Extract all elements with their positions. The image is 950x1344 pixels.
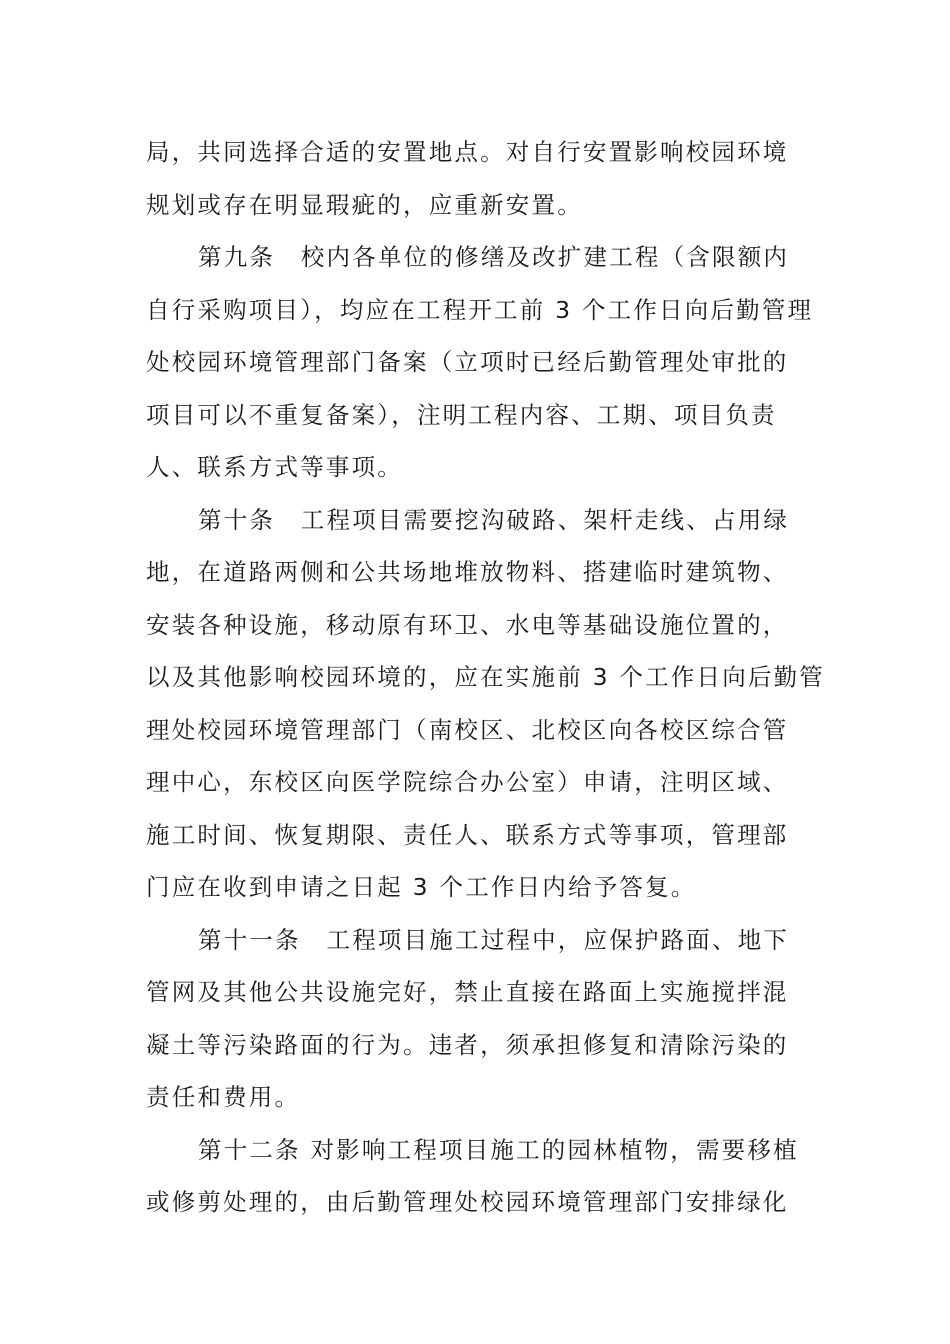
text-line: 凝土等污染路面的行为。违者，须承担修复和清除污染的: [146, 1030, 789, 1059]
text-line: 项目可以不重复备案），注明工程内容、工期、项目负责: [146, 400, 777, 429]
text-line: 理中心，东校区向医学院综合办公室）申请，注明区域、: [146, 768, 789, 796]
text-line: 管网及其他公共设施完好，禁止直接在路面上实施搅拌混: [146, 978, 789, 1006]
text-line: 局，共同选择合适的安置地点。对自行安置影响校园环境: [146, 138, 789, 166]
text-line: 规划或存在明显瑕疵的，应重新安置。: [146, 190, 583, 219]
article-10-first-line: 第十条 工程项目需要挖沟破路、架杆走线、占用绿: [198, 505, 790, 534]
text-line: 人、联系方式等事项。: [146, 453, 403, 481]
document-body: [146, 126, 825, 1229]
text-line: 自行采购项目），均应在工程开工前 3 个工作日向后勤管理: [146, 295, 814, 324]
article-11-first-line: 第十一条 工程项目施工过程中，应保护路面、地下: [198, 925, 790, 954]
text-line: 地，在道路两侧和公共场地堆放物料、搭建临时建筑物、: [146, 558, 789, 586]
text-line: 安装各种设施，移动原有环卫、水电等基础设施位置的，: [146, 610, 789, 639]
text-line: 责任和费用。: [146, 1083, 301, 1111]
text-line: 处校园环境管理部门备案（立项时已经后勤管理处审批的: [146, 348, 789, 376]
text-line: 或修剪处理的，由后勤管理处校园环境管理部门安排绿化: [146, 1188, 789, 1216]
article-9-first-line: 第九条 校内各单位的修缮及改扩建工程（含限额内: [198, 243, 790, 271]
article-12-first-line: 第十二条 对影响工程项目施工的园林植物，需要移植: [198, 1135, 799, 1164]
text-line: 理处校园环境管理部门（南校区、北校区向各校区综合管: [146, 715, 789, 744]
text-line: 门应在收到申请之日起 3 个工作日内给予答复。: [146, 873, 697, 901]
text-line: 施工时间、恢复期限、责任人、联系方式等事项，管理部: [146, 820, 789, 849]
text-line: 以及其他影响校园环境的，应在实施前 3 个工作日向后勤管: [146, 663, 825, 691]
